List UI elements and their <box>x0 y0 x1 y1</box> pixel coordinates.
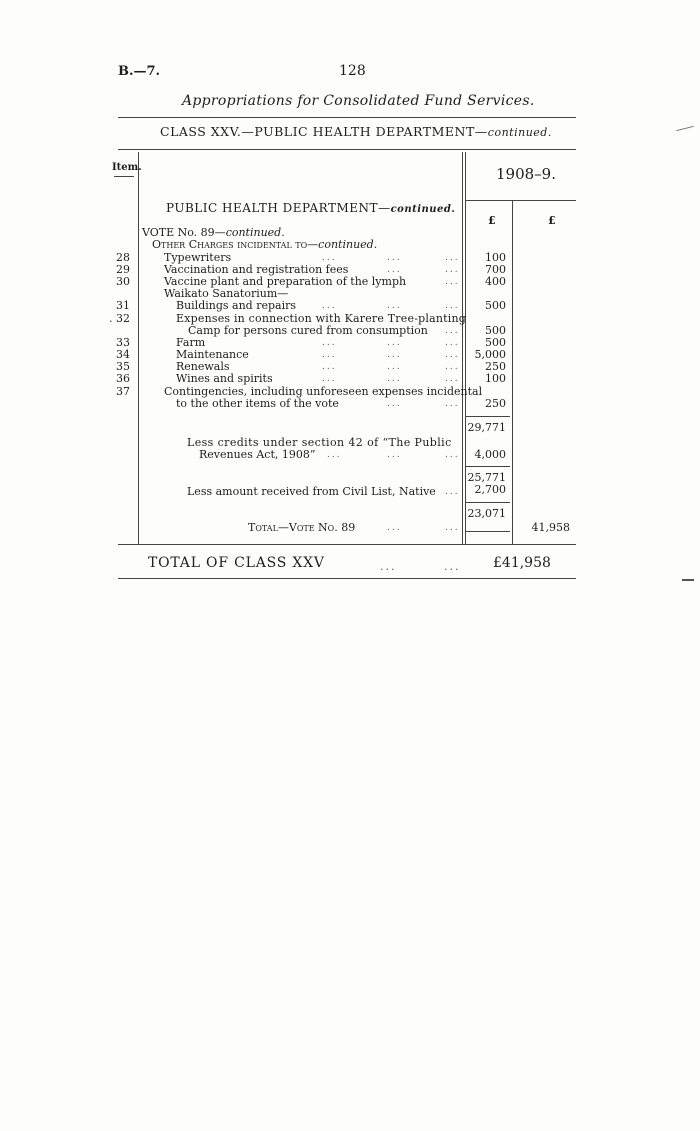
subtotal-rule <box>466 502 510 503</box>
vote-subheading-suffix: continued. <box>318 238 378 251</box>
section-heading-suffix: continued. <box>390 204 456 215</box>
item-description: Farm <box>176 336 206 349</box>
leader-dots: ... <box>445 277 460 287</box>
leader-dots: ... <box>387 523 402 533</box>
item-head-underline <box>114 176 134 177</box>
amount-divider-rule <box>512 200 513 544</box>
class-title-suffix: continued. <box>487 126 552 139</box>
vote-heading-suffix: continued. <box>225 226 285 239</box>
leader-dots: ... <box>445 301 460 311</box>
pound-sign-header: £ <box>488 214 496 227</box>
item-number: . 32 <box>109 312 130 325</box>
pound-sign-header: £ <box>548 214 556 227</box>
item-description: Maintenance <box>176 348 249 361</box>
page-number: 128 <box>339 63 366 79</box>
section-heading-main: PUBLIC HEALTH DEPARTMENT— <box>166 201 391 215</box>
subtotal-rule <box>466 416 510 417</box>
less-civil-list-amount: 2,700 <box>474 483 506 496</box>
total-vote-label-text: Total—Vote No. 89 <box>248 521 356 534</box>
item-description: Vaccination and registration fees <box>164 263 349 276</box>
item-number: 34 <box>116 348 130 361</box>
item-number: 29 <box>116 263 130 276</box>
leader-dots: ... <box>445 326 460 336</box>
item-number: 28 <box>116 251 130 264</box>
leader-dots: ... <box>322 362 337 372</box>
item-amount: 100 <box>485 372 506 385</box>
item-number: 30 <box>116 275 130 288</box>
leader-dots: ... <box>387 399 402 409</box>
item-amount: 500 <box>485 324 506 337</box>
class-title-main: CLASS XXV.—PUBLIC HEALTH DEPARTMENT— <box>160 124 488 139</box>
item-description: Renewals <box>176 360 230 373</box>
less-credits-text-continued: Revenues Act, 1908” <box>199 448 316 461</box>
leader-dots: ... <box>387 374 402 384</box>
leader-dots: ... <box>322 350 337 360</box>
leader-dots: ... <box>322 374 337 384</box>
leader-dots: ... <box>387 253 402 263</box>
leader-dots: ... <box>445 265 460 275</box>
item-amount: 100 <box>485 251 506 264</box>
total-of-class-amount: £41,958 <box>493 555 551 571</box>
leader-dots: ... <box>445 338 460 348</box>
total-of-class-label: TOTAL OF CLASS XXV <box>148 555 325 571</box>
subtotal-rule <box>466 466 510 467</box>
leader-dots: ... <box>322 301 337 311</box>
item-description: Contingencies, including unforeseen expenses incidental <box>164 385 483 398</box>
leader-dots: ... <box>445 350 460 360</box>
item-group-heading: Waikato Sanatorium— <box>164 287 289 300</box>
class-title <box>160 124 552 139</box>
leader-dots: ... <box>380 560 397 573</box>
amount-column-rule-left <box>462 152 463 544</box>
leader-dots: ... <box>444 560 461 573</box>
item-column-rule <box>138 152 139 544</box>
less-credits-amount: 4,000 <box>474 448 506 461</box>
report-reference: B.—7. <box>118 64 161 79</box>
leader-dots: ... <box>322 338 337 348</box>
section-heading <box>166 201 455 215</box>
class-rule <box>118 149 576 150</box>
item-amount: 250 <box>485 360 506 373</box>
total-vote-label <box>248 521 355 534</box>
item-column-header: Item. <box>112 162 142 173</box>
item-number: 35 <box>116 360 130 373</box>
item-description-continued: to the other items of the vote <box>176 397 339 410</box>
margin-mark <box>682 579 694 581</box>
less-civil-list-text: Less amount received from Civil List, Native <box>187 485 436 498</box>
total-rule <box>466 531 510 532</box>
leader-dots: ... <box>322 253 337 263</box>
item-amount: 250 <box>485 397 506 410</box>
vote-heading-main: VOTE No. 89— <box>142 226 226 239</box>
item-description: Vaccine plant and preparation of the lymph <box>164 275 407 288</box>
subtotal-amount: 25,771 <box>467 471 506 484</box>
total-vote-amount: 41,958 <box>531 521 570 534</box>
less-credits-text: Less credits under section 42 of “The Public <box>187 436 452 449</box>
leader-dots: ... <box>445 253 460 263</box>
year-head-rule <box>465 200 576 201</box>
item-number: 37 <box>116 385 130 398</box>
subtotal-amount: 29,771 <box>467 421 506 434</box>
leader-dots: ... <box>387 350 402 360</box>
leader-dots: ... <box>327 450 342 460</box>
subtotal-amount: 23,071 <box>467 507 506 520</box>
item-amount: 700 <box>485 263 506 276</box>
item-description-continued: Camp for persons cured from consumption <box>188 324 428 337</box>
leader-dots: ... <box>387 450 402 460</box>
item-amount: 500 <box>485 336 506 349</box>
margin-mark <box>676 126 694 131</box>
leader-dots: ... <box>445 362 460 372</box>
leader-dots: ... <box>387 301 402 311</box>
leader-dots: ... <box>445 374 460 384</box>
item-number: 31 <box>116 299 130 312</box>
leader-dots: ... <box>387 362 402 372</box>
leader-dots: ... <box>387 265 402 275</box>
item-description: Buildings and repairs <box>176 299 297 312</box>
vote-subheading-main: Other Charges incidental to— <box>152 238 319 251</box>
item-amount: 5,000 <box>474 348 506 361</box>
table-bottom-rule <box>118 544 576 545</box>
item-description: Expenses in connection with Karere Tree-planting <box>176 312 466 325</box>
item-description: Wines and spirits <box>176 372 273 385</box>
item-amount: 400 <box>485 275 506 288</box>
leader-dots: ... <box>445 399 460 409</box>
title-rule <box>118 117 576 118</box>
class-total-rule <box>118 578 576 579</box>
item-amount: 500 <box>485 299 506 312</box>
leader-dots: ... <box>445 487 460 497</box>
item-description: Typewriters <box>164 251 232 264</box>
leader-dots: ... <box>445 523 460 533</box>
vote-subheading <box>152 238 377 251</box>
page-title: Appropriations for Consolidated Fund Services. <box>182 93 535 109</box>
item-number: 36 <box>116 372 130 385</box>
year-column-header: 1908–9. <box>496 165 556 183</box>
leader-dots: ... <box>387 338 402 348</box>
leader-dots: ... <box>445 450 460 460</box>
item-number: 33 <box>116 336 130 349</box>
